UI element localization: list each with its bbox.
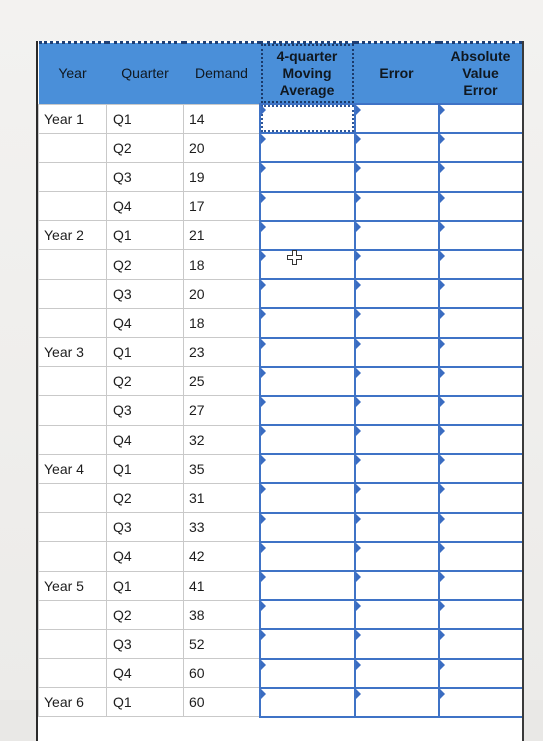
cell-marker-icon bbox=[356, 660, 361, 670]
cell-marker-icon bbox=[440, 543, 445, 553]
demand-cell: 17 bbox=[184, 192, 260, 221]
header-moving-average-line-3: Average bbox=[279, 82, 335, 98]
cell-marker-icon bbox=[440, 222, 445, 232]
error-input[interactable] bbox=[355, 279, 439, 308]
cell-marker-icon bbox=[356, 163, 361, 173]
year-cell: Year 2 bbox=[39, 221, 107, 250]
cell-marker-icon bbox=[356, 543, 361, 553]
absolute-error-input[interactable] bbox=[439, 396, 523, 425]
demand-cell: 18 bbox=[184, 308, 260, 337]
moving-average-input[interactable] bbox=[260, 425, 355, 454]
absolute-error-input[interactable] bbox=[439, 659, 523, 688]
cell-marker-icon bbox=[440, 193, 445, 203]
cell-marker-icon bbox=[356, 426, 361, 436]
year-cell bbox=[39, 659, 107, 688]
year-cell bbox=[39, 425, 107, 454]
demand-cell: 52 bbox=[184, 629, 260, 658]
quarter-cell: Q3 bbox=[107, 279, 184, 308]
quarter-cell: Q1 bbox=[107, 104, 184, 133]
moving-average-input[interactable] bbox=[260, 571, 355, 600]
absolute-error-input[interactable] bbox=[439, 104, 523, 133]
table-body bbox=[39, 104, 523, 717]
moving-average-input[interactable] bbox=[260, 250, 355, 279]
table-row bbox=[39, 162, 523, 191]
table-row bbox=[39, 629, 523, 658]
table-row bbox=[39, 571, 523, 600]
quarter-cell: Q4 bbox=[107, 659, 184, 688]
table-row bbox=[39, 104, 523, 133]
cell-marker-icon bbox=[261, 280, 266, 290]
demand-cell: 38 bbox=[184, 600, 260, 629]
demand-cell: 32 bbox=[184, 425, 260, 454]
demand-cell: 20 bbox=[184, 133, 260, 162]
absolute-error-input[interactable] bbox=[439, 542, 523, 571]
cell-marker-icon bbox=[356, 339, 361, 349]
table-row bbox=[39, 454, 523, 483]
cell-marker-icon bbox=[440, 426, 445, 436]
error-input[interactable] bbox=[355, 629, 439, 658]
table-row bbox=[39, 659, 523, 688]
error-input[interactable] bbox=[355, 571, 439, 600]
moving-average-input[interactable] bbox=[260, 542, 355, 571]
demand-cell: 25 bbox=[184, 367, 260, 396]
header-absolute-error bbox=[439, 43, 523, 105]
header-demand-label: Demand bbox=[195, 65, 248, 82]
cell-marker-icon bbox=[440, 660, 445, 670]
header-error-label: Error bbox=[379, 65, 414, 81]
quarter-cell: Q1 bbox=[107, 454, 184, 483]
cell-marker-icon bbox=[261, 397, 266, 407]
error-input[interactable] bbox=[355, 688, 439, 717]
table-row bbox=[39, 338, 523, 367]
cell-marker-icon bbox=[261, 222, 266, 232]
cell-marker-icon bbox=[356, 484, 361, 494]
year-cell bbox=[39, 162, 107, 191]
error-input[interactable] bbox=[355, 542, 439, 571]
cell-marker-icon bbox=[356, 134, 361, 144]
year-cell bbox=[39, 308, 107, 337]
year-cell bbox=[39, 629, 107, 658]
table-row bbox=[39, 396, 523, 425]
cell-marker-icon bbox=[356, 251, 361, 261]
moving-average-input[interactable] bbox=[260, 396, 355, 425]
cell-marker-icon bbox=[440, 368, 445, 378]
error-input[interactable] bbox=[355, 250, 439, 279]
cell-marker-icon bbox=[356, 601, 361, 611]
quarter-cell: Q3 bbox=[107, 162, 184, 191]
moving-average-input[interactable] bbox=[260, 133, 355, 162]
header-absolute-error-line-2: Value bbox=[462, 65, 499, 81]
moving-average-input[interactable] bbox=[260, 104, 355, 133]
cell-marker-icon bbox=[261, 105, 266, 115]
quarter-cell: Q4 bbox=[107, 425, 184, 454]
worksheet bbox=[36, 41, 524, 741]
error-input[interactable] bbox=[355, 162, 439, 191]
quarter-cell: Q2 bbox=[107, 600, 184, 629]
table-row bbox=[39, 367, 523, 396]
cell-marker-icon bbox=[356, 397, 361, 407]
absolute-error-input[interactable] bbox=[439, 571, 523, 600]
quarter-cell: Q1 bbox=[107, 571, 184, 600]
year-cell bbox=[39, 483, 107, 512]
quarter-cell: Q1 bbox=[107, 688, 184, 717]
moving-average-input[interactable] bbox=[260, 600, 355, 629]
year-cell bbox=[39, 600, 107, 629]
absolute-error-input[interactable] bbox=[439, 162, 523, 191]
quarter-cell: Q2 bbox=[107, 133, 184, 162]
absolute-error-input[interactable] bbox=[439, 688, 523, 717]
header-quarter-label: Quarter bbox=[121, 65, 169, 82]
table-row bbox=[39, 279, 523, 308]
year-cell: Year 6 bbox=[39, 688, 107, 717]
table-row bbox=[39, 483, 523, 512]
moving-average-input[interactable] bbox=[260, 192, 355, 221]
demand-cell: 18 bbox=[184, 250, 260, 279]
quarter-cell: Q2 bbox=[107, 250, 184, 279]
absolute-error-input[interactable] bbox=[439, 367, 523, 396]
absolute-error-input[interactable] bbox=[439, 483, 523, 512]
header-row bbox=[39, 43, 523, 105]
absolute-error-input[interactable] bbox=[439, 338, 523, 367]
header-absolute-error-line-1: Absolute bbox=[450, 48, 511, 64]
error-input[interactable] bbox=[355, 396, 439, 425]
cell-marker-icon bbox=[356, 309, 361, 319]
cell-marker-icon bbox=[356, 368, 361, 378]
cell-marker-icon bbox=[261, 251, 266, 261]
demand-cell: 41 bbox=[184, 571, 260, 600]
moving-average-input[interactable] bbox=[260, 308, 355, 337]
cell-marker-icon bbox=[356, 455, 361, 465]
error-input[interactable] bbox=[355, 338, 439, 367]
year-cell: Year 4 bbox=[39, 454, 107, 483]
demand-cell: 20 bbox=[184, 279, 260, 308]
error-input[interactable] bbox=[355, 454, 439, 483]
year-cell bbox=[39, 542, 107, 571]
table-row bbox=[39, 600, 523, 629]
cell-marker-icon bbox=[440, 572, 445, 582]
table-row bbox=[39, 425, 523, 454]
year-cell bbox=[39, 279, 107, 308]
cell-marker-icon bbox=[261, 630, 266, 640]
cell-marker-icon bbox=[261, 689, 266, 699]
moving-average-input[interactable] bbox=[260, 279, 355, 308]
cell-marker-icon bbox=[440, 309, 445, 319]
table-row bbox=[39, 688, 523, 717]
demand-cell: 35 bbox=[184, 454, 260, 483]
absolute-error-input[interactable] bbox=[439, 133, 523, 162]
moving-average-input[interactable] bbox=[260, 659, 355, 688]
error-input[interactable] bbox=[355, 600, 439, 629]
absolute-error-input[interactable] bbox=[439, 454, 523, 483]
demand-cell: 21 bbox=[184, 221, 260, 250]
cell-marker-icon bbox=[261, 572, 266, 582]
year-cell: Year 3 bbox=[39, 338, 107, 367]
cell-marker-icon bbox=[356, 630, 361, 640]
error-input[interactable] bbox=[355, 513, 439, 542]
moving-average-input[interactable] bbox=[260, 162, 355, 191]
year-cell bbox=[39, 192, 107, 221]
moving-average-table bbox=[38, 41, 524, 718]
error-input[interactable] bbox=[355, 483, 439, 512]
absolute-error-input[interactable] bbox=[439, 513, 523, 542]
header-year bbox=[39, 43, 107, 105]
header-year-label: Year bbox=[58, 65, 87, 82]
cell-marker-icon bbox=[261, 193, 266, 203]
header-demand bbox=[184, 43, 260, 105]
cell-marker-icon bbox=[261, 660, 266, 670]
absolute-error-input[interactable] bbox=[439, 250, 523, 279]
header-moving-average-line-2: Moving bbox=[282, 65, 332, 81]
cell-marker-icon bbox=[440, 455, 445, 465]
table-row bbox=[39, 221, 523, 250]
error-input[interactable] bbox=[355, 133, 439, 162]
cell-marker-icon bbox=[440, 630, 445, 640]
cell-marker-icon bbox=[261, 163, 266, 173]
moving-average-input[interactable] bbox=[260, 513, 355, 542]
cell-marker-icon bbox=[440, 251, 445, 261]
cell-marker-icon bbox=[261, 368, 266, 378]
cell-marker-icon bbox=[356, 514, 361, 524]
quarter-cell: Q1 bbox=[107, 338, 184, 367]
moving-average-input[interactable] bbox=[260, 483, 355, 512]
absolute-error-input[interactable] bbox=[439, 425, 523, 454]
cell-marker-icon bbox=[261, 601, 266, 611]
cell-marker-icon bbox=[261, 339, 266, 349]
quarter-cell: Q4 bbox=[107, 308, 184, 337]
demand-cell: 42 bbox=[184, 542, 260, 571]
demand-cell: 14 bbox=[184, 104, 260, 133]
error-input[interactable] bbox=[355, 659, 439, 688]
cell-marker-icon bbox=[261, 484, 266, 494]
cell-marker-icon bbox=[440, 484, 445, 494]
table-row bbox=[39, 250, 523, 279]
absolute-error-input[interactable] bbox=[439, 600, 523, 629]
cell-marker-icon bbox=[356, 193, 361, 203]
absolute-error-input[interactable] bbox=[439, 629, 523, 658]
quarter-cell: Q4 bbox=[107, 192, 184, 221]
cell-marker-icon bbox=[440, 689, 445, 699]
moving-average-input[interactable] bbox=[260, 629, 355, 658]
absolute-error-input[interactable] bbox=[439, 192, 523, 221]
absolute-error-input[interactable] bbox=[439, 308, 523, 337]
year-cell: Year 5 bbox=[39, 571, 107, 600]
cell-marker-icon bbox=[356, 222, 361, 232]
demand-cell: 31 bbox=[184, 483, 260, 512]
quarter-cell: Q3 bbox=[107, 396, 184, 425]
table-row bbox=[39, 133, 523, 162]
quarter-cell: Q2 bbox=[107, 367, 184, 396]
demand-cell: 60 bbox=[184, 688, 260, 717]
cell-marker-icon bbox=[440, 163, 445, 173]
cell-marker-icon bbox=[356, 572, 361, 582]
quarter-cell: Q3 bbox=[107, 629, 184, 658]
quarter-cell: Q3 bbox=[107, 513, 184, 542]
year-cell bbox=[39, 133, 107, 162]
year-cell bbox=[39, 367, 107, 396]
cell-marker-icon bbox=[261, 309, 266, 319]
absolute-error-input[interactable] bbox=[439, 279, 523, 308]
header-absolute-error-line-3: Error bbox=[463, 82, 498, 98]
table-row bbox=[39, 542, 523, 571]
demand-cell: 27 bbox=[184, 396, 260, 425]
error-input[interactable] bbox=[355, 192, 439, 221]
year-cell bbox=[39, 513, 107, 542]
cell-marker-icon bbox=[440, 514, 445, 524]
cell-marker-icon bbox=[356, 105, 361, 115]
moving-average-input[interactable] bbox=[260, 454, 355, 483]
moving-average-input[interactable] bbox=[260, 221, 355, 250]
quarter-cell: Q4 bbox=[107, 542, 184, 571]
error-input[interactable] bbox=[355, 221, 439, 250]
absolute-error-input[interactable] bbox=[439, 221, 523, 250]
table-row bbox=[39, 192, 523, 221]
moving-average-input[interactable] bbox=[260, 367, 355, 396]
quarter-cell: Q2 bbox=[107, 483, 184, 512]
quarter-cell: Q1 bbox=[107, 221, 184, 250]
cell-marker-icon bbox=[261, 514, 266, 524]
header-quarter bbox=[107, 43, 184, 105]
header-moving-average bbox=[260, 43, 355, 105]
year-cell bbox=[39, 250, 107, 279]
moving-average-input[interactable] bbox=[260, 338, 355, 367]
cell-marker-icon bbox=[261, 543, 266, 553]
cell-marker-icon bbox=[356, 689, 361, 699]
cell-marker-icon bbox=[440, 105, 445, 115]
demand-cell: 23 bbox=[184, 338, 260, 367]
cell-marker-icon bbox=[440, 601, 445, 611]
error-input[interactable] bbox=[355, 425, 439, 454]
error-input[interactable] bbox=[355, 308, 439, 337]
header-moving-average-line-1: 4-quarter bbox=[276, 48, 338, 64]
header-error bbox=[355, 43, 439, 105]
moving-average-input[interactable] bbox=[260, 688, 355, 717]
cell-marker-icon bbox=[356, 280, 361, 290]
table-row bbox=[39, 308, 523, 337]
cell-marker-icon bbox=[440, 339, 445, 349]
cell-marker-icon bbox=[261, 134, 266, 144]
cell-marker-icon bbox=[440, 397, 445, 407]
cell-marker-icon bbox=[440, 134, 445, 144]
demand-cell: 33 bbox=[184, 513, 260, 542]
year-cell bbox=[39, 396, 107, 425]
error-input[interactable] bbox=[355, 104, 439, 133]
year-cell: Year 1 bbox=[39, 104, 107, 133]
demand-cell: 60 bbox=[184, 659, 260, 688]
cell-marker-icon bbox=[440, 280, 445, 290]
error-input[interactable] bbox=[355, 367, 439, 396]
cell-marker-icon bbox=[261, 426, 266, 436]
demand-cell: 19 bbox=[184, 162, 260, 191]
cell-marker-icon bbox=[261, 455, 266, 465]
table-row bbox=[39, 513, 523, 542]
